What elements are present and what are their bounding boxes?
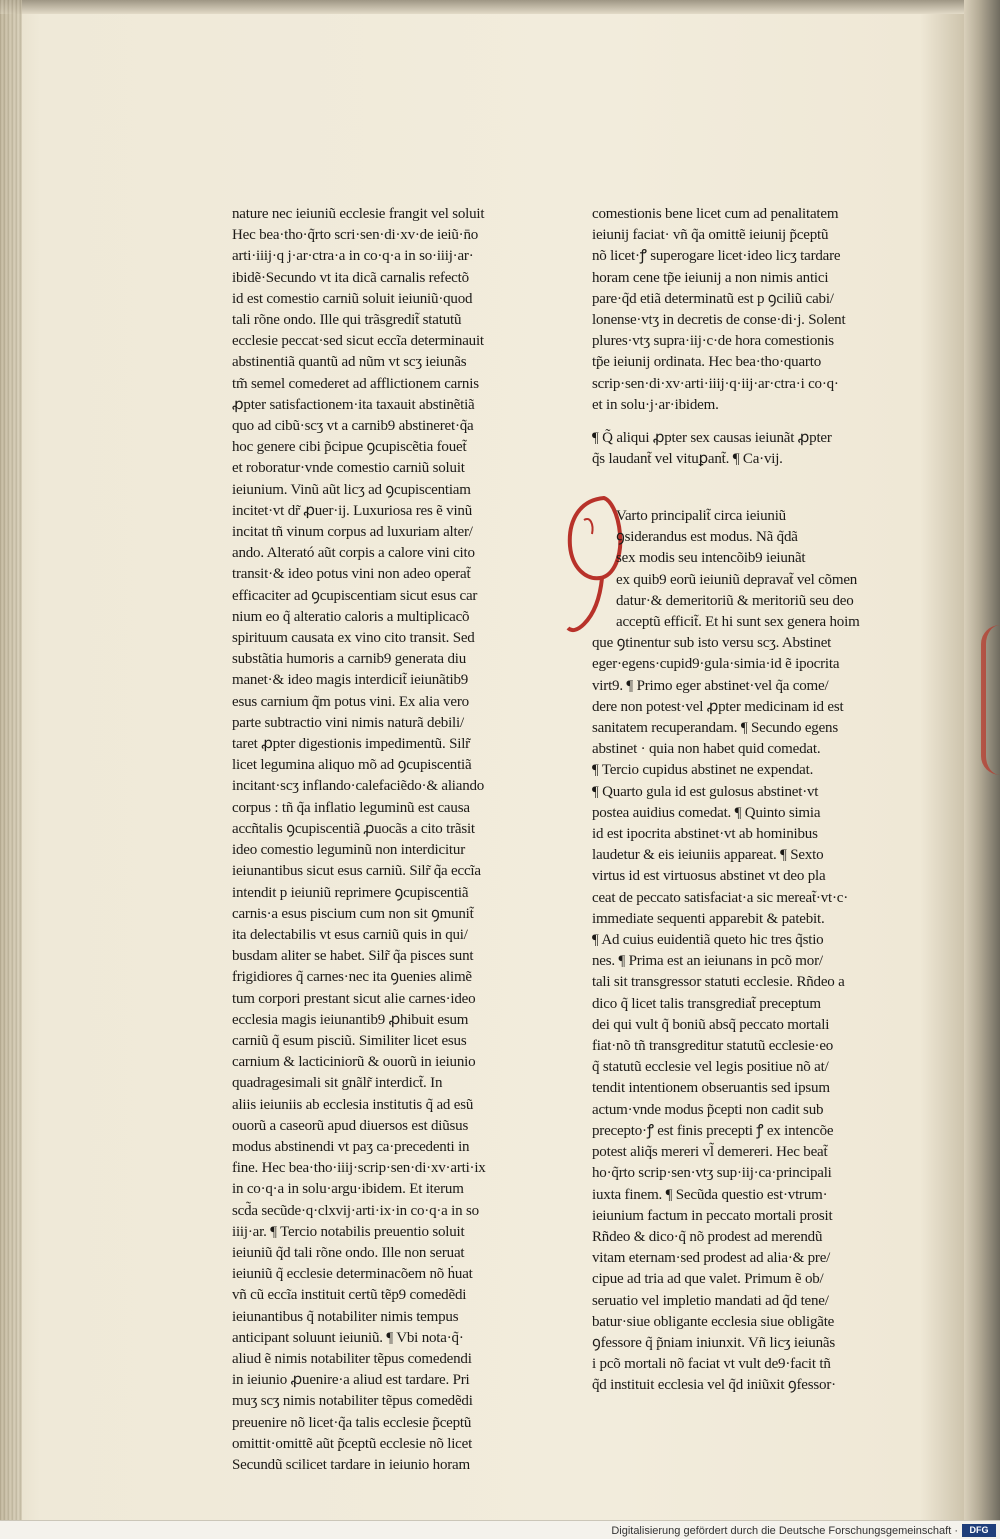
text-line: ieiunantibus sicut esus carniũ. Silr̃ q̃a eccĩa bbox=[232, 863, 481, 880]
text-line: actum·vnde modus p̃cepti non cadit sub bbox=[592, 1101, 824, 1118]
text-line: corpus : tñ q̃a inflatio leguminũ est causa bbox=[232, 799, 470, 816]
text-line: ando. Alterató aũt corpis a calore vini cito bbox=[232, 545, 475, 562]
text-line: nõ licet·ꝭ superogare licet·ideo licʒ tardare bbox=[592, 248, 841, 265]
text-line: et roboratur·vnde comestio carniũ soluit bbox=[232, 460, 465, 477]
text-line: ideo comestio leguminũ non interdicitur bbox=[232, 842, 465, 859]
text-line: esus carnium q̃m potus vini. Ex alia vero bbox=[232, 693, 469, 710]
text-line: laudetur & eis ieiuniis appareat. ¶ Sexto bbox=[592, 847, 824, 864]
text-line: horam cene tp̃e ieiunij a non nimis antici bbox=[592, 269, 829, 286]
text-line: tali rõne ondo. Ille qui trãsgredit̃ statutũ bbox=[232, 312, 462, 329]
text-line: cipue ad tria ad que valet. Primum ẽ ob/ bbox=[592, 1271, 824, 1288]
text-line: ex quib9 eorũ ieiuniũ depravat̃ vel cõmen bbox=[616, 571, 858, 588]
text-line: omittit·omittẽ aũt p̃ceptũ ecclesie nõ licet bbox=[232, 1435, 473, 1452]
text-line: preuenire nõ licet·q̃a talis ecclesie p̃ceptũ bbox=[232, 1414, 472, 1431]
text-line: virtus id est virtuosus abstinet vt deo pla bbox=[592, 868, 826, 885]
text-line: dere non potest·vel ꝓpter medicinam id est bbox=[592, 698, 844, 715]
text-line: incitet·vt dr̃ ꝓuer·ij. Luxuriosa res ẽ vinũ bbox=[232, 502, 473, 519]
text-line: vitam eternam·sed prodest ad alia·& pre/ bbox=[592, 1250, 831, 1267]
text-line: ecclesie peccat·sed sicut eccĩa determinauit bbox=[232, 333, 484, 350]
text-line: tendit intentionem obseruantis sed ipsum bbox=[592, 1080, 830, 1097]
text-line: ꝯsiderandus est modus. Nã q̃dã bbox=[616, 529, 798, 546]
text-line: accñtalis ꝯcupiscentiã ꝓuocãs a cito trãsit bbox=[232, 820, 475, 837]
text-line: immediate sequenti apparebit & patebit. bbox=[592, 910, 825, 927]
text-line: aliis ieiuniis ab ecclesia institutis q̃ ad esũ bbox=[232, 1096, 474, 1113]
text-line: scd̃a secũde·q·clxvij·arti·ix·in co·q·a in so bbox=[232, 1202, 479, 1219]
text-line: ho·q̃rto scrip·sen·vtʒ sup·iij·ca·principali bbox=[592, 1165, 832, 1182]
chapter-heading bbox=[592, 428, 892, 470]
text-line: ¶ Tercio cupidus abstinet ne expendat. bbox=[592, 762, 814, 779]
text-line: tum corpori prestant sicut alie carnes·ideo bbox=[232, 990, 476, 1007]
text-line: scrip·sen·di·xv·arti·iiij·q·iij·ar·ctra·i co·q· bbox=[592, 375, 839, 392]
text-line: potest aliq̃s mereri vl̃ demereri. Hec beat̃ bbox=[592, 1144, 828, 1161]
text-line: comestionis bene licet cum ad penalitatem bbox=[592, 206, 839, 222]
text-line: transit·& ideo potus vini non adeo operat̃ bbox=[232, 566, 471, 583]
text-line: vñ cũ eccĩa instituit certũ tẽp9 comedẽdi bbox=[232, 1287, 467, 1304]
text-line: efficaciter ad ꝯcupiscentiam sicut esus car bbox=[232, 587, 478, 604]
text-line: sex modis seu intencõib9 ieiunãt bbox=[616, 550, 806, 567]
page-top-edge bbox=[0, 0, 1000, 14]
text-line: carniũ q̃ esum pisciũ. Similiter licet esus bbox=[232, 1032, 467, 1049]
text-line: Rñdeo & dico·q̃ nõ prodest ad merendũ bbox=[592, 1228, 823, 1245]
text-line: tali sit transgressor statuti ecclesie. Rñdeo a bbox=[592, 974, 845, 991]
text-line: substãtia humoris a carnib9 generata diu bbox=[232, 651, 467, 668]
text-line: i pcõ mortali nõ faciat vt vult de9·facit tñ bbox=[592, 1356, 831, 1373]
text-line: virt9. ¶ Primo eger abstinet·vel q̃a come/ bbox=[592, 677, 829, 694]
text-line: ieiunium. Vinũ aũt licʒ ad ꝯcupiscentiam bbox=[232, 481, 471, 498]
text-line: in ieiunio ꝓuenire·a aliud est tardare. Pri bbox=[232, 1372, 470, 1389]
text-line: q̃s laudant̃ vel vituꝑant̃. ¶ Ca·vij. bbox=[592, 451, 783, 468]
text-line: ꝯfessore q̃ p̃niam iniunxit. Vñ licʒ ieiunãs bbox=[592, 1334, 835, 1351]
text-line: nium eo q̃ alteratio caloris a multiplicacõ bbox=[232, 608, 470, 625]
text-line: iiij·ar. ¶ Tercio notabilis preuentio soluit bbox=[232, 1223, 465, 1240]
book-fore-edge bbox=[0, 0, 22, 1539]
text-line: in co·q·a in solu·argu·ibidem. Et iterum bbox=[232, 1181, 464, 1198]
text-line: quadragesimali sit gnãlr̃ interdict̃. In bbox=[232, 1075, 443, 1092]
text-line: anticipant soluunt ieiuniũ. ¶ Vbi nota·q̃· bbox=[232, 1329, 464, 1346]
text-line: plures·vtʒ supra·iij·c·de hora comestionis bbox=[592, 333, 834, 350]
text-line: precepto·ꝭ est finis precepti ꝭ ex intencõe bbox=[592, 1122, 834, 1139]
text-line: aliud ẽ nimis notabiliter tẽpus comedendi bbox=[232, 1350, 472, 1367]
text-line: abstinentiã quantũ ad nũm vt scʒ ieiunãs bbox=[232, 354, 467, 371]
text-line: batur·siue obligante ecclesia siue obligãte bbox=[592, 1313, 835, 1330]
text-line: Secundũ scilicet tardare in ieiunio horam bbox=[232, 1456, 470, 1473]
text-line: postea auidius comedat. ¶ Quinto simia bbox=[592, 804, 821, 821]
text-line: hoc genere cibi p̃cipue ꝯcupiscẽtia fouet̃ bbox=[232, 439, 467, 456]
text-line: spirituum causata ex vino cito transit. Sed bbox=[232, 630, 475, 647]
text-line: ecclesia magis ieiunantib9 ꝓhibuit esum bbox=[232, 1011, 469, 1028]
text-line: lonense·vtʒ in decretis de conse·di·j. Solent bbox=[592, 312, 846, 329]
right-column-top bbox=[592, 204, 892, 416]
text-line: dei qui vult q̃ boniũ absq̃ peccato mortali bbox=[592, 1016, 830, 1033]
facing-page-initial bbox=[981, 625, 1000, 775]
text-line: dico q̃ licet talis transgrediat̃ preceptum bbox=[592, 995, 821, 1012]
text-line: taret ꝓpter digestionis impedimentũ. Silr̃ bbox=[232, 736, 470, 753]
text-line: frigidiores q̃ carnes·nec ita ꝯuenies alimẽ bbox=[232, 969, 472, 986]
text-line: pare·q̃d etiã determinatũ est p ꝯciliũ cabi/ bbox=[592, 290, 834, 307]
text-line: id est comestio carniũ soluit ieiuniũ·quod bbox=[232, 290, 473, 307]
text-line: parte subtractio vini nimis naturã debili/ bbox=[232, 714, 464, 731]
text-line: acceptũ efficit̃. Et hi sunt sex genera hoim bbox=[616, 614, 860, 631]
text-line: arti·iiij·q j·ar·ctra·a in co·q·a in so·iiij·ar· bbox=[232, 248, 474, 265]
text-line: ouorũ a caseorũ apud diuersos est diũsus bbox=[232, 1117, 469, 1134]
text-line: licet legumina aliquo mõ ad ꝯcupiscentiã bbox=[232, 757, 472, 774]
text-line: ieiunium factum in peccato mortali prosit bbox=[592, 1207, 833, 1224]
text-line: ieiunantibus q̃ notabiliter nimis tempus bbox=[232, 1308, 459, 1325]
text-line: nature nec ieiuniũ ecclesie frangit vel soluit bbox=[232, 206, 485, 222]
text-line: ¶ Ad cuius euidentiã queto hic tres q̃stio bbox=[592, 932, 824, 949]
footer-bar bbox=[0, 1520, 1000, 1539]
text-line: ¶ Q̃ aliqui ꝓpter sex causas ieiunãt ꝓpter bbox=[592, 430, 832, 446]
text-line: id est ipocrita abstinet·vt ab hominibus bbox=[592, 826, 818, 843]
text-line: ibidẽ·Secundo vt ita dicã carnalis refectõ bbox=[232, 269, 469, 286]
text-line: ceat de peccato satisfaciat·a sic mereat̃·vt·c· bbox=[592, 889, 849, 906]
text-line: que ꝯtinentur sub isto versu scʒ. Abstinet bbox=[592, 635, 832, 652]
text-line: incitant·scʒ inflando·calefaciẽdo·& aliando bbox=[232, 778, 485, 795]
text-line: ieiuniũ q̃ ecclesie determinacõem nõ ḣuat bbox=[232, 1266, 473, 1283]
text-line: ita delectabilis vt esus carniũ quis in qui/ bbox=[232, 926, 468, 943]
text-line: q̃d instituit ecclesia vel q̃d iniũxit ꝯfessor· bbox=[592, 1377, 836, 1394]
text-line: ieiuniũ q̃d tali rõne ondo. Ille non seruat bbox=[232, 1244, 465, 1261]
text-line: eger·egens·cupid9·gula·simia·id ẽ ipocrita bbox=[592, 656, 840, 673]
text-line: carnis·a esus piscium cum non sit ꝯmunit̃ bbox=[232, 905, 474, 922]
text-line: et in solu·j·ar·ibidem. bbox=[592, 396, 719, 413]
text-line: Varto principalit̃ circa ieiuniũ bbox=[616, 508, 786, 524]
text-line: incitat tñ vinum corpus ad luxuriam alter/ bbox=[232, 524, 473, 541]
footer-credit: Digitalisierung gefördert durch die Deutsche Forschungsgemeinschaft · bbox=[611, 1525, 958, 1537]
text-line: manet·& ideo magis interdicit̃ ieiunãtib9 bbox=[232, 672, 469, 689]
text-line: modus abstinendi vt paʒ ca·precedenti in bbox=[232, 1138, 470, 1155]
text-line: fine. Hec bea·tho·iiij·scrip·sen·di·xv·arti·ix bbox=[232, 1160, 486, 1177]
text-line: ieiunij faciat· vñ q̃a omittẽ ieiunij p̃ceptũ bbox=[592, 227, 829, 244]
text-line: fiat·nõ tñ transgreditur statutũ ecclesie·eo bbox=[592, 1038, 834, 1055]
text-line: nes. ¶ Prima est an ieiunans in pcõ mor/ bbox=[592, 953, 823, 970]
text-line: quo ad cibũ·scʒ vt a carnib9 abstineret·q̃a bbox=[232, 418, 474, 435]
right-column-main bbox=[592, 506, 892, 1397]
text-line: Hec bea·tho·q̃rto scri·sen·di·xv·de ieiũ·n̄o bbox=[232, 227, 479, 244]
text-line: abstinet · quia non habet quid comedat. bbox=[592, 741, 821, 758]
text-line: datur·& demeritoriũ & meritoriũ seu deo bbox=[616, 592, 854, 609]
left-text-column bbox=[232, 204, 522, 1476]
text-line: busdam aliter se habet. Silr̃ q̃a pisces sunt bbox=[232, 948, 474, 965]
text-line: tm̃ semel comederet ad afflictionem carnis bbox=[232, 375, 479, 392]
dfg-logo: DFG bbox=[962, 1524, 996, 1537]
text-line: carnium & lacticiniorũ & ouorũ in ieiunio bbox=[232, 1054, 476, 1071]
text-line: iuxta finem. ¶ Secũda questio est·vtrum· bbox=[592, 1186, 828, 1203]
text-line: muʒ scʒ nimis notabiliter tẽpus comedẽdi bbox=[232, 1393, 473, 1410]
text-line: intendit p ieiuniũ reprimere ꝯcupiscentiã bbox=[232, 884, 469, 901]
text-line: q̃ statutũ ecclesie vel legis positiue nõ at/ bbox=[592, 1059, 829, 1076]
text-line: ¶ Quarto gula id est gulosus abstinet·vt bbox=[592, 783, 819, 800]
text-line: sanitatem recuperandam. ¶ Secundo egens bbox=[592, 720, 838, 737]
text-line: seruatio vel impletio mandati ad q̃d tene/ bbox=[592, 1292, 829, 1309]
text-line: ꝓpter satisfactionem·ita taxauit abstinẽtiã bbox=[232, 396, 475, 413]
text-line: tp̃e ieiunij ordinata. Hec bea·tho·quarto bbox=[592, 354, 821, 371]
